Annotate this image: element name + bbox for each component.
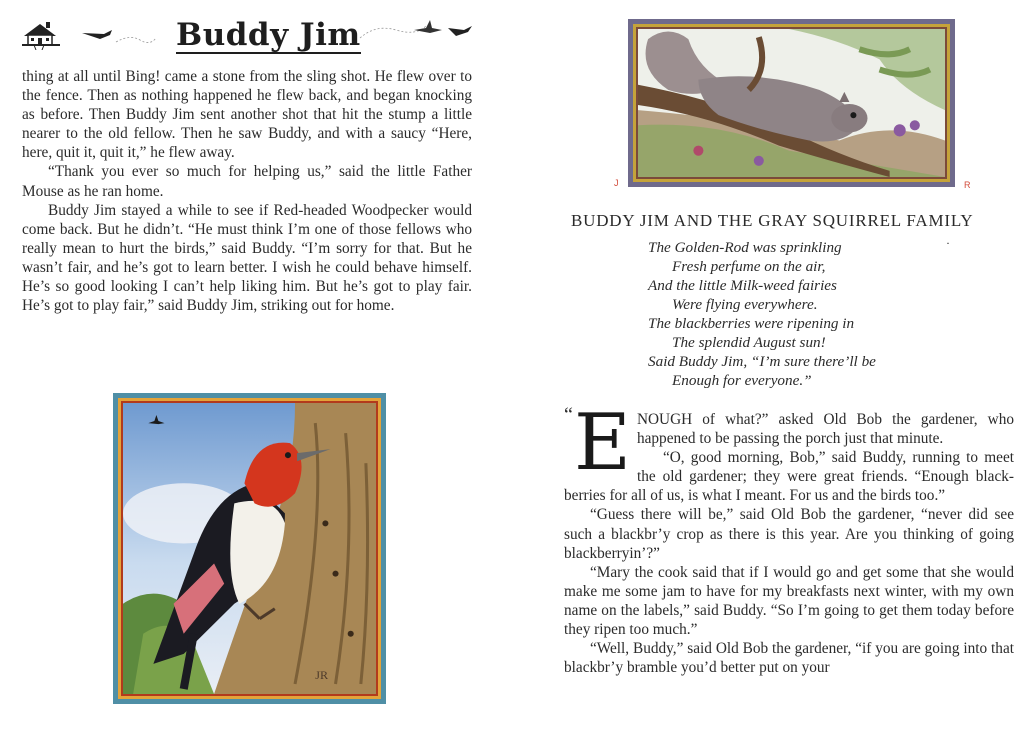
poem-line: Were flying everywhere. — [672, 296, 818, 313]
poem — [648, 238, 948, 390]
squirrel-image — [638, 29, 945, 177]
paragraph: “O, good morning, Bob,” said Buddy, running to meet the old gardener; they were great friends. “Enough black-berries for all of us, is what I meant. For us and the birds too.” — [564, 449, 1014, 505]
poem-line: Enough for everyone.” — [672, 372, 812, 389]
paragraph: “Thank you ever so much for helping us,” said the little Father Mouse as he ran home. — [22, 163, 472, 200]
poem-line: And the little Milk-weed fairies — [648, 277, 837, 294]
stray-dot: · — [946, 236, 950, 250]
chapter-title: BUDDY JIM AND THE GRAY SQUIRREL FAMILY — [571, 211, 974, 230]
paragraph: “Guess there will be,” said Old Bob the gardener, “never did see such a blackbr’y crop as there is this year. Are you thinking of going blackberryin’?” — [564, 506, 1014, 562]
running-head — [18, 14, 478, 58]
poem-line: Said Buddy Jim, “I’m sure there’ll be — [648, 353, 876, 370]
woodpecker-illustration — [113, 393, 386, 704]
poem-line: The splendid August sun! — [672, 334, 826, 351]
paragraph: Buddy Jim stayed a while to see if Red-headed Woodpecker would come back. But he didn’t. “He must think I’m one of those fellows who really mean to hurt the birds,” said Buddy. “I’m sorry for that. But he wasn’t fair, and he’s got to learn better. I wish he could behave himself. He’s so good looking I can’t help liking him. But he’s got to play fair. He’s got to play fair,” said Buddy Jim, striking out for home. — [22, 201, 472, 315]
squirrel-illustration — [628, 19, 955, 187]
right-body-text — [564, 398, 1014, 677]
flying-bird-icon — [356, 16, 476, 46]
flying-bird-icon — [80, 24, 158, 48]
poem-line: The Golden-Rod was sprinkling — [648, 239, 842, 256]
woodpecker-image — [123, 403, 376, 694]
plate-mark-right: R — [964, 180, 971, 190]
running-head-title: Buddy Jim — [176, 17, 361, 53]
left-body-text — [22, 67, 472, 315]
paragraph: thing at all until Bing! came a stone from the sling shot. He flew over to the fence. Then as nothing happened he flew back, and began knocking as before. Then Buddy Jim sent another shot that hit the stump a little nearer to the old fellow. Then he saw Buddy, and with a saucy “Here, here, quit it, quit it,” he flew away. — [22, 68, 472, 162]
drop-cap: E — [574, 398, 631, 488]
poem-line: Fresh perfume on the air, — [672, 258, 826, 275]
artist-signature: JR — [315, 667, 329, 682]
plate-mark-left: J — [614, 178, 619, 188]
paragraph: “Mary the cook said that if I would go and get some that she would make me some jam to have for my breakfasts next winter, with my own name on the labels,” said Buddy. “So I’m going to get them today before they ripen too much.” — [564, 563, 1014, 639]
opening-quote: “ — [564, 404, 573, 426]
poem-line: The blackberries were ripening in — [648, 315, 855, 332]
paragraph: NOUGH of what?” asked Old Bob the gardener, who happened to be passing the porch just that minute. — [636, 411, 1014, 448]
birdhouse-icon — [20, 20, 76, 50]
paragraph: “Well, Buddy,” said Old Bob the gardener, “if you are going into that blackbr’y bramble you’d better put on your — [564, 640, 1014, 677]
